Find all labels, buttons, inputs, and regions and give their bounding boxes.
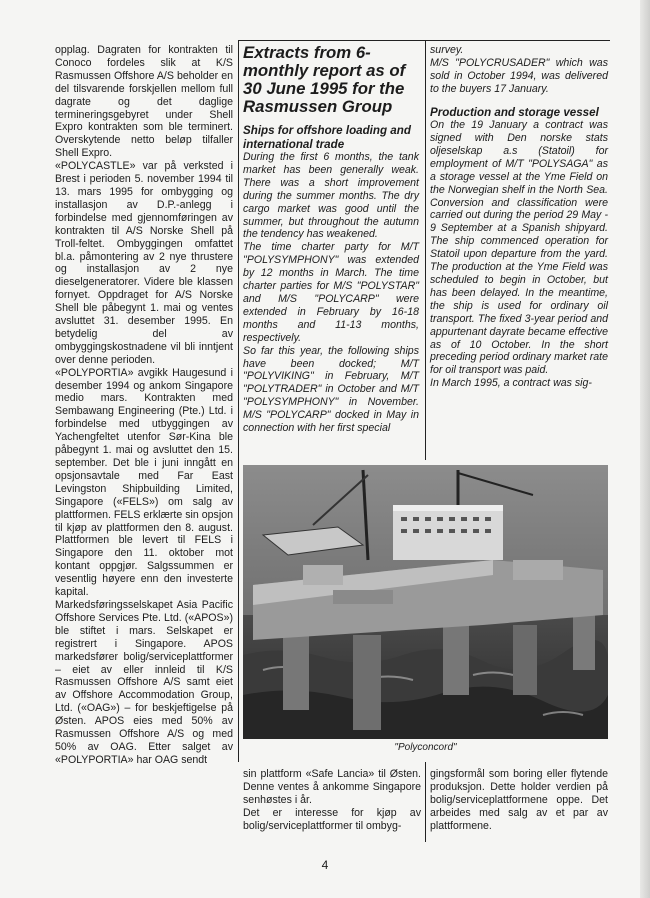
bottom-text-left <box>243 768 421 833</box>
paragraph: The time charter party for M/T "POLYSYMPHONY" was extended by 12 months in March. The time charter parties for M/S "POLYSTAR" and M/S "POLYCARP" were extended in February by 16-18 months and 11-13 months, respectively. <box>243 241 419 344</box>
bottom-text-right <box>430 768 608 833</box>
page-number: 4 <box>321 858 329 872</box>
paragraph: Markedsføringsselskapet Asia Pacific Offshore Services Pte. Ltd. («APOS») ble stiftet i mars. Selskapet er registrert i Singapore. APOS markedsfører bolig/serviceplattformer – eiet av eller innleid til K/S Rasmussen Offshore A/S samt eiet av Offshore Accommodation Group, Ltd. («OAG») – for beskjeftigelse på Østen. APOS eies med 50% av Rasmussen Offshore A/S og med 50% av OAG. Etter salget av «POLYPORTIA» har OAG sendt <box>55 598 233 766</box>
paragraph: During the first 6 months, the tank market has been generally weak. There was a short improvement during the summer months. The dry cargo market was good until the summer, but throughout the autumn the tendency has weakened. <box>243 151 419 241</box>
column-rule-left <box>238 40 239 762</box>
section-subheading: Production and storage vessel <box>430 105 599 119</box>
section-subheading: Ships for offshore loading and international trade <box>243 124 411 151</box>
column-norwegian <box>55 44 233 767</box>
paragraph: survey. <box>430 44 464 56</box>
paragraph: gingsformål som boring eller flytende produksjon. Dette holder verdien på bolig/serviceplattformene oppe. Det arbeides med salg av et par av plattformene. <box>430 768 608 832</box>
paragraph: opplag. Dagraten for kontrakten til Conoco fordeles slik at K/S Rasmussen Offshore A/S beholder en del tilsvarende forskjellen mellom full dagrate og det daglige termineringsgebyret under Shell Expro kontrakten som ble terminert. Overskytende netto beløp tilfaller Shell Expro. <box>55 44 233 160</box>
column-rule-right <box>425 40 426 460</box>
paragraph: In March 1995, a contract was sig- <box>430 377 592 390</box>
column-production <box>430 44 608 390</box>
paragraph: «POLYCASTLE» var på verksted i Brest i perioden 5. november 1994 til 13. mars 1995 for ombygging og installasjon av D.P.-anlegg i forbindelse med gjennomføringen av kontrakten til A/S Norske Shell på Troll-feltet. Ombyggingen omfattet bl.a. påmontering av 2 nye thrustere og installasjon av 2 nye dieselgeneratorer. Videre ble klassen fornyet. Oppdraget for A/S Norske Shell ble påbegynt 1. mai og ventes avsluttet 31. desember 1995. En betydelig del av ombyggingskostnadene vil bli inntjent over denne perioden. <box>55 160 233 366</box>
photo-caption: "Polyconcord" <box>394 742 457 753</box>
column-report <box>243 40 419 435</box>
platform-photo <box>243 465 608 739</box>
platform-illustration <box>243 465 608 739</box>
paragraph: M/S "POLYCRUSADER" which was sold in October 1994, was delivered to the buyers 17 January. <box>430 56 608 95</box>
page-edge <box>640 0 650 898</box>
paragraph: On the 19 January a contract was signed with Den norske stats oljeselskap a.s (Statoil) for employment of M/T "POLYSAGA" as a storage vessel at the Yme Field on the Norwegian shelf in the North Sea. Conversion and classification were carried out during the period 29 May - 9 September at a Spanish shipyard. The ship commenced operation for Statoil upon departure from the yard. The production at the Yme Field was scheduled to begin in October, but has been delayed. In the meantime, the ship is used for ordinary oil transport. The fixed 3-year period and appurtenant dayrate became effective as of 10 October. In the short preceding period ordinary market rate for oil transport was paid. <box>430 119 608 377</box>
column-rule-bottom <box>425 762 426 842</box>
paragraph: sin plattform «Safe Lancia» til Østen. Denne ventes å ankomme Singapore senhøstes i år. <box>243 768 421 806</box>
paragraph: So far this year, the following ships have been docked; M/T "POLYVIKING" in February, M/T "POLYTRADER" in October and M/T "POLYSYMPHONY" in November. M/S "POLYCARP" docked in May in connection with her first special <box>243 344 419 435</box>
paragraph: Det er interesse for kjøp av bolig/serviceplattformer til ombyg- <box>243 806 421 832</box>
article-heading: Extracts from 6-monthly report as of 30 June 1995 for the Rasmussen Group <box>243 43 406 116</box>
paragraph: «POLYPORTIA» avgikk Haugesund i desember 1994 og ankom Singapore medio mars. Kontrakten med Sembawang Engineering (Pte.) Ltd. i forbindelse med utbyggingen av Yachengfeltet utenfor Sør-Kina ble påbegynt 1. mai og avsluttet den 15. september. Det ble i juni inngått en opsjonsavtale med Far East Levingston Shipbuilding Limited, Singapore («FELS») om salg av plattformen. FELS erklærte sin opsjon til kjøp av plattformen den 8. august. Plattformen ble levert til FELS i Singapore den 11. oktober mot kontant oppgjør. Salgssummen er vesentlig høyere enn den investerte kapital. <box>55 366 233 599</box>
